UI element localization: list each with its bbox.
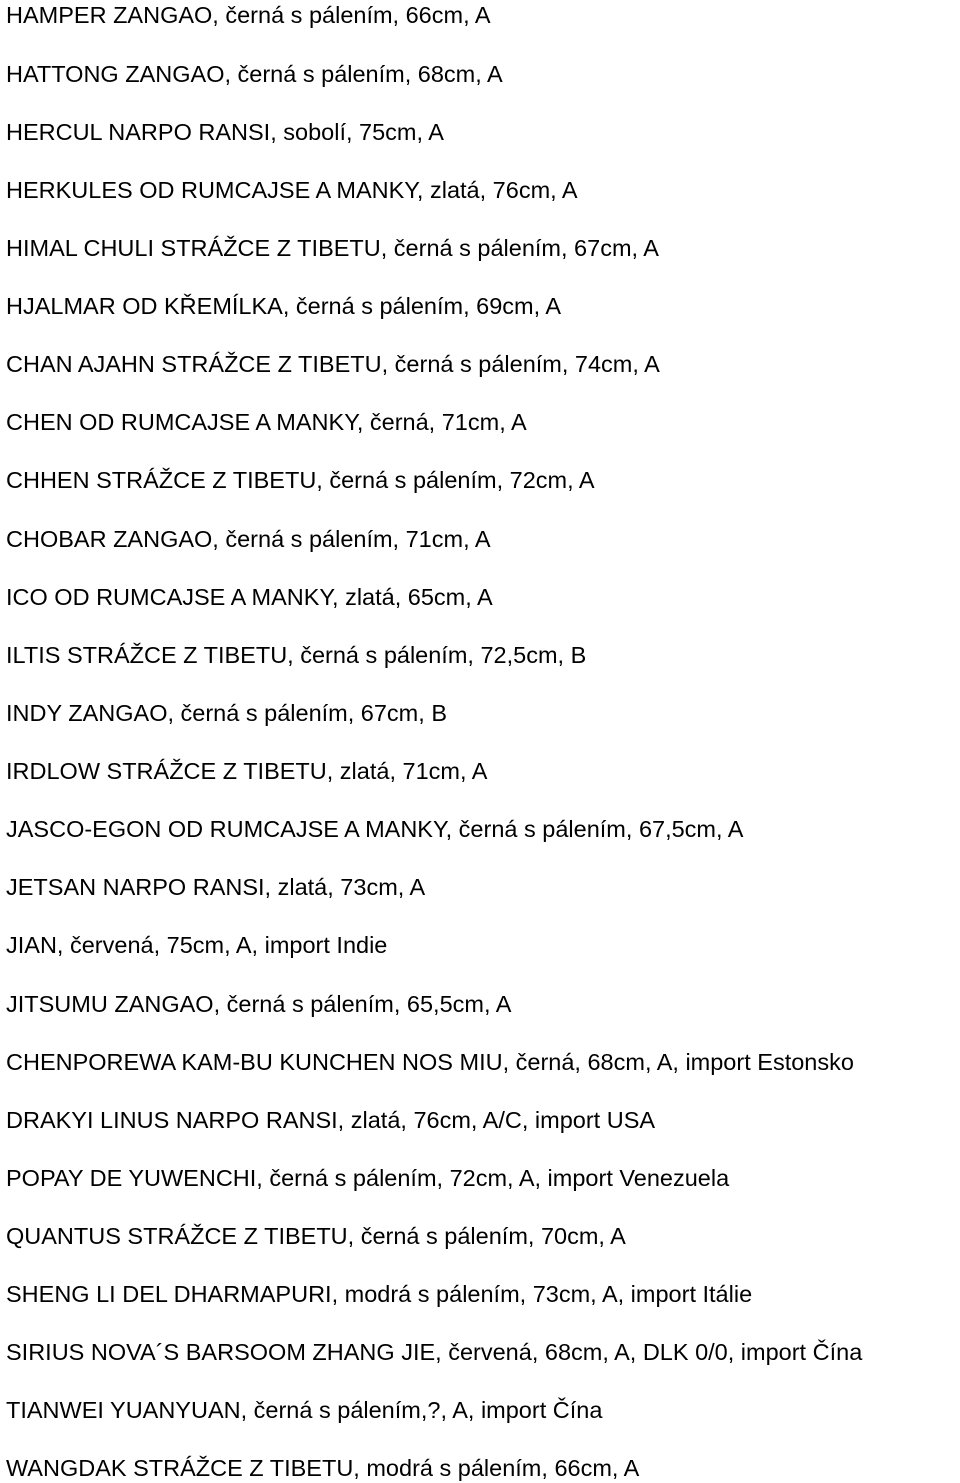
list-item: HERKULES OD RUMCAJSE A MANKY, zlatá, 76cm, A bbox=[6, 177, 578, 203]
list-item: SIRIUS NOVA´S BARSOOM ZHANG JIE, červená, 68cm, A, DLK 0/0, import Čína bbox=[6, 1339, 863, 1365]
list-item: IRDLOW STRÁŽCE Z TIBETU, zlatá, 71cm, A bbox=[6, 758, 488, 784]
list-item: SHENG LI DEL DHARMAPURI, modrá s pálením, 73cm, A, import Itálie bbox=[6, 1281, 753, 1307]
list-item: QUANTUS STRÁŽCE Z TIBETU, černá s pálením, 70cm, A bbox=[6, 1223, 626, 1249]
list-item: HJALMAR OD KŘEMÍLKA, černá s pálením, 69cm, A bbox=[6, 293, 562, 319]
list-item: CHEN OD RUMCAJSE A MANKY, černá, 71cm, A bbox=[6, 409, 527, 435]
list-item: ICO OD RUMCAJSE A MANKY, zlatá, 65cm, A bbox=[6, 584, 493, 610]
list-item: INDY ZANGAO, černá s pálením, 67cm, B bbox=[6, 700, 447, 726]
list-item: TIANWEI YUANYUAN, černá s pálením,?, A, import Čína bbox=[6, 1397, 603, 1423]
list-item: POPAY DE YUWENCHI, černá s pálením, 72cm, A, import Venezuela bbox=[6, 1165, 730, 1191]
list-item: CHOBAR ZANGAO, černá s pálením, 71cm, A bbox=[6, 526, 491, 552]
list-item: JETSAN NARPO RANSI, zlatá, 73cm, A bbox=[6, 874, 426, 900]
list-item: HATTONG ZANGAO, černá s pálením, 68cm, A bbox=[6, 61, 503, 87]
list-item: JIAN, červená, 75cm, A, import Indie bbox=[6, 932, 388, 958]
list-item: JASCO-EGON OD RUMCAJSE A MANKY, černá s pálením, 67,5cm, A bbox=[6, 816, 744, 842]
list-item: WANGDAK STRÁŽCE Z TIBETU, modrá s pálením, 66cm, A bbox=[6, 1455, 640, 1481]
list-item: ILTIS STRÁŽCE Z TIBETU, černá s pálením, 72,5cm, B bbox=[6, 642, 587, 668]
list-item: CHENPOREWA KAM-BU KUNCHEN NOS MIU, černá, 68cm, A, import Estonsko bbox=[6, 1049, 854, 1075]
list-item: DRAKYI LINUS NARPO RANSI, zlatá, 76cm, A/C, import USA bbox=[6, 1107, 656, 1133]
list-item: HAMPER ZANGAO, černá s pálením, 66cm, A bbox=[6, 2, 491, 28]
list-item: CHHEN STRÁŽCE Z TIBETU, černá s pálením, 72cm, A bbox=[6, 467, 595, 493]
list-item: HIMAL CHULI STRÁŽCE Z TIBETU, černá s pálením, 67cm, A bbox=[6, 235, 659, 261]
list-item: JITSUMU ZANGAO, černá s pálením, 65,5cm, A bbox=[6, 991, 512, 1017]
list-item: HERCUL NARPO RANSI, sobolí, 75cm, A bbox=[6, 119, 444, 145]
list-item: CHAN AJAHN STRÁŽCE Z TIBETU, černá s pálením, 74cm, A bbox=[6, 351, 660, 377]
